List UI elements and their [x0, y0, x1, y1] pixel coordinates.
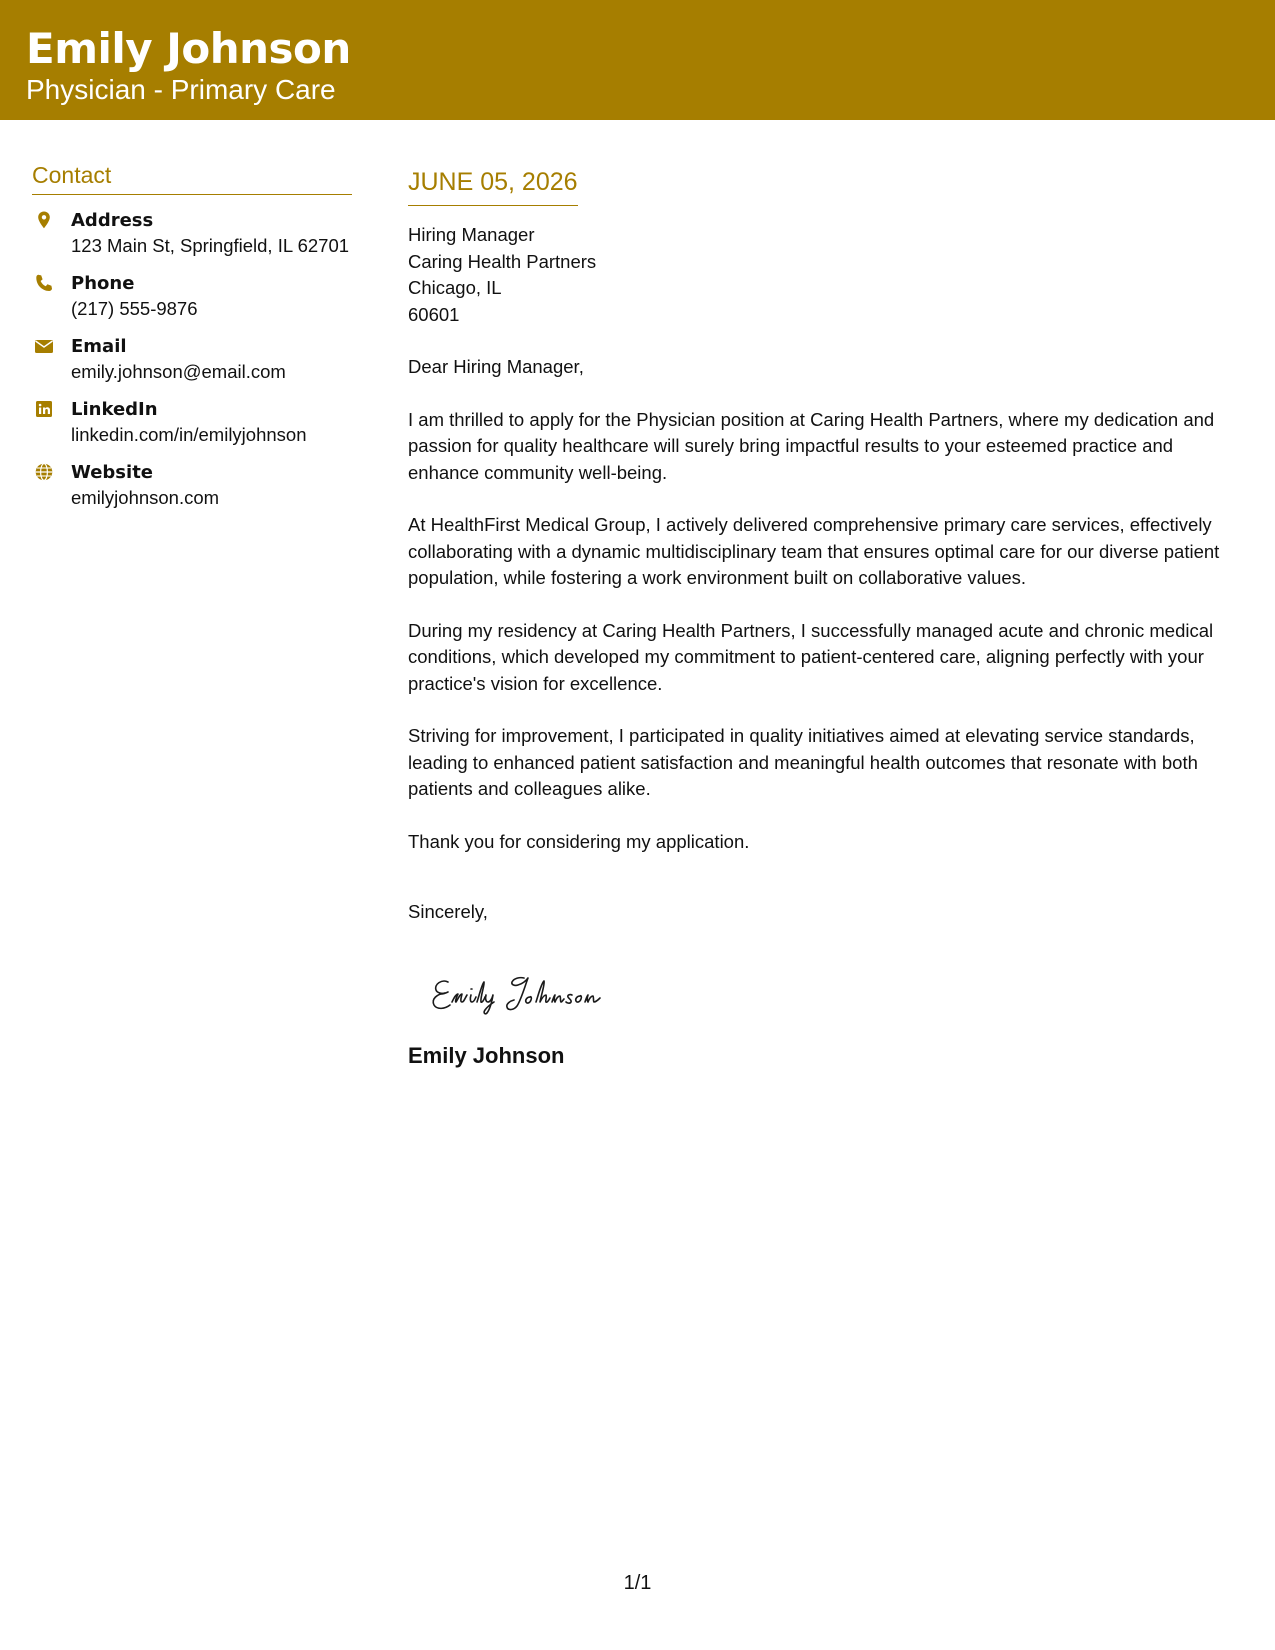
letter-date: JUNE 05, 2026	[408, 165, 578, 206]
envelope-icon	[34, 336, 54, 356]
recipient-line: Chicago, IL	[408, 277, 502, 298]
map-pin-icon	[34, 210, 54, 230]
address-value: 123 Main St, Springfield, IL 62701	[71, 235, 350, 256]
contact-address	[32, 209, 352, 258]
phone-label: Phone	[71, 273, 135, 294]
handwritten-signature	[426, 964, 666, 1024]
address-label: Address	[71, 210, 154, 231]
email-label: Email	[71, 336, 127, 357]
linkedin-icon	[34, 399, 54, 419]
contact-website	[32, 461, 352, 510]
contact-section-title: Contact	[32, 160, 352, 195]
salutation: Dear Hiring Manager,	[408, 356, 584, 377]
phone-value: (217) 555-9876	[71, 298, 198, 319]
body-paragraph: I am thrilled to apply for the Physician position at Caring Health Partners, where my dedication and passion for quality healthcare will surely bring impactful results to your esteemed practice and enhance community well-being.	[408, 408, 1215, 483]
website-value[interactable]: emilyjohnson.com	[71, 487, 220, 508]
phone-icon	[34, 273, 54, 293]
contact-linkedin	[32, 398, 352, 447]
recipient-block	[408, 222, 1248, 328]
body-paragraph: Thank you for considering my application.	[408, 830, 750, 852]
recipient-line: Hiring Manager	[408, 224, 535, 245]
contact-phone	[32, 272, 352, 321]
linkedin-value[interactable]: linkedin.com/in/emilyjohnson	[71, 424, 307, 445]
email-value[interactable]: emily.johnson@email.com	[71, 361, 286, 382]
recipient-line: Caring Health Partners	[408, 250, 597, 272]
signer-name: Emily Johnson	[408, 1042, 565, 1068]
body-paragraph: At HealthFirst Medical Group, I actively delivered comprehensive primary care services, effectively collaborating with a dynamic multidisciplinary team that ensures optimal care for our diverse patient population, while fostering a work environment built on collaborative values.	[408, 514, 1220, 588]
contact-email	[32, 335, 352, 384]
closing: Sincerely,	[408, 901, 488, 922]
applicant-name: Emily Johnson	[26, 24, 351, 73]
contact-sidebar	[32, 160, 352, 510]
page-number: 1/1	[623, 1572, 652, 1594]
body-paragraph: During my residency at Caring Health Partners, I successfully managed acute and chronic medical conditions, which developed my commitment to patient-centered care, aligning perfectly with your practice's vision for excellence.	[408, 619, 1214, 694]
globe-icon	[34, 462, 54, 482]
letter-body	[408, 165, 1248, 1071]
linkedin-label: LinkedIn	[71, 399, 158, 420]
applicant-title: Physician - Primary Care	[26, 74, 336, 105]
website-label: Website	[71, 462, 154, 483]
recipient-line: 60601	[408, 303, 460, 325]
header-banner	[0, 0, 1275, 120]
body-paragraph: Striving for improvement, I participated in quality initiatives aimed at elevating service standards, leading to enhanced patient satisfaction and meaningful health outcomes that resonate with both patients and colleagues alike.	[408, 725, 1198, 799]
